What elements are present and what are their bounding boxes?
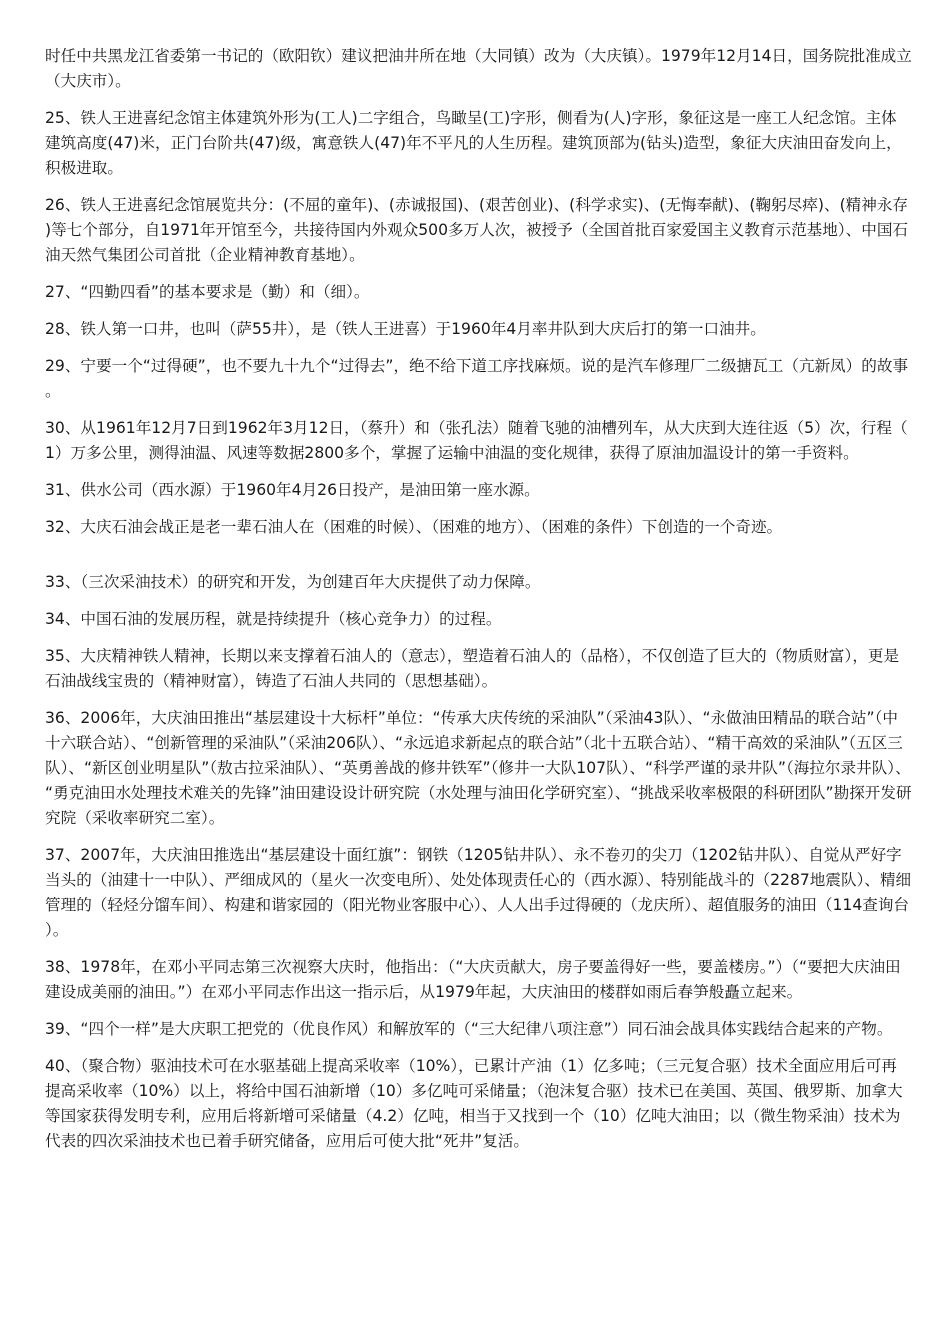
paragraph-item-33: 33、（三次采油技术）的研究和开发，为创建百年大庆提供了动力保障。 <box>45 573 541 591</box>
paragraph-item-31: 31、供水公司（西水源）于1960年4月26日投产，是油田第一座水源。 <box>45 481 540 499</box>
paragraph-continuation: 时任中共黑龙江省委第一书记的（欧阳钦）建议把油井所在地（大同镇）改为（大庆镇）。1979年12月14日，国务院批准成立（大庆市）。 <box>45 47 912 90</box>
paragraph-item-34: 34、中国石油的发展历程，就是持续提升（核心竞争力）的过程。 <box>45 610 502 628</box>
paragraph-item-29: 29、宁要一个“过得硬”，也不要九十九个“过得去”，绝不给下道工序找麻烦。说的是汽车修理厂二级搪瓦工（亢新凤）的故事。 <box>45 357 909 400</box>
paragraph-item-26: 26、铁人王进喜纪念馆展览共分：(不屈的童年)、(赤诚报国)、(艰苦创业)、(科学求实)、(无悔奉献)、(鞠躬尽瘁)、(精神永存)等七个部分，自1971年开馆至今，共接待国内外观众500多万人次，被授予（全国首批百家爱国主义教育示范基地）、中国石油天然气集团公司首批（企业精神教育基地）。 <box>45 196 909 264</box>
paragraph-item-40: 40、（聚合物）驱油技术可在水驱基础上提高采收率（10%），已累计产油（1）亿多吨；（三元复合驱）技术全面应用后可再提高采收率（10%）以上，将给中国石油新增（10）多亿吨可采储量；（泡沫复合驱）技术已在美国、英国、俄罗斯、加拿大等国家获得发明专利，应用后将新增可采储量（4.2）亿吨，相当于又找到一个（10）亿吨大油田；以（微生物采油）技术为代表的四次采油技术也已着手研究储备，应用后可使大批“死井”复活。 <box>45 1057 903 1150</box>
paragraph-item-28: 28、铁人第一口井，也叫（萨55井），是（铁人王进喜）于1960年4月率井队到大庆后打的第一口油井。 <box>45 320 766 338</box>
paragraph-item-37: 37、2007年，大庆油田推选出“基层建设十面红旗”：钢铁（1205钻井队）、永不卷刃的尖刀（1202钻井队）、自觉从严好字当头的（油建十一中队）、严细成风的（星火一次变电所）、处处体现责任心的（西水源）、特别能战斗的（2287地震队）、精细管理的（轻烃分馏车间）、构建和谐家园的（阳光物业客服中心）、人人出手过得硬的（龙庆所）、超值服务的油田（114查询台）。 <box>45 846 912 939</box>
paragraph-item-30: 30、从1961年12月7日到1962年3月12日，（蔡升）和（张孔法）随着飞驰的油槽列车，从大庆到大连往返（5）次，行程（1）万多公里，测得油温、风速等数据2800多个，掌握了运输中油温的变化规律，获得了原油加温设计的第一手资料。 <box>45 419 908 462</box>
paragraph-item-38: 38、1978年，在邓小平同志第三次视察大庆时，他指出：（“大庆贡献大，房子要盖得好一些，要盖楼房。”）（“要把大庆油田建设成美丽的油田。”）在邓小平同志作出这一指示后，从1979年起，大庆油田的楼群如雨后春笋般矗立起来。 <box>45 958 901 1001</box>
paragraph-item-36: 36、2006年，大庆油田推出“基层建设十大标杆”单位：“传承大庆传统的采油队”（采油43队）、“永做油田精品的联合站”（中十六联合站）、“创新管理的采油队”（采油206队）、“永远追求新起点的联合站”（北十五联合站）、“精干高效的采油队”（五区三队）、“新区创业明星队”（敖古拉采油队）、“英勇善战的修井铁军”（修井一大队107队）、“科学严谨的录井队”（海拉尔录井队）、“勇克油田水处理技术难关的先锋”油田建设设计研究院（水处理与油田化学研究室）、“挑战采收率极限的科研团队”勘探开发研究院（采收率研究二室）。 <box>45 709 912 827</box>
paragraph-item-25: 25、铁人王进喜纪念馆主体建筑外形为(工人)二字组合，鸟瞰呈(工)字形，侧看为(人)字形，象征这是一座工人纪念馆。主体建筑高度(47)米，正门台阶共(47)级，寓意铁人(47)年不平凡的人生历程。建筑顶部为(钻头)造型，象征大庆油田奋发向上，积极进取。 <box>45 109 902 177</box>
paragraph-item-35: 35、大庆精神铁人精神，长期以来支撑着石油人的（意志），塑造着石油人的（品格），不仅创造了巨大的（物质财富），更是石油战线宝贵的（精神财富），铸造了石油人共同的（思想基础）。 <box>45 647 900 690</box>
paragraph-item-39: 39、“四个一样”是大庆职工把党的（优良作风）和解放军的（“三大纪律八项注意”）同石油会战具体实践结合起来的产物。 <box>45 1020 893 1038</box>
paragraph-item-27: 27、“四勤四看”的基本要求是（勤）和（细）。 <box>45 283 370 301</box>
paragraph-item-32: 32、大庆石油会战正是老一辈石油人在（困难的时候）、（困难的地方）、（困难的条件）下创造的一个奇迹。 <box>45 518 783 536</box>
